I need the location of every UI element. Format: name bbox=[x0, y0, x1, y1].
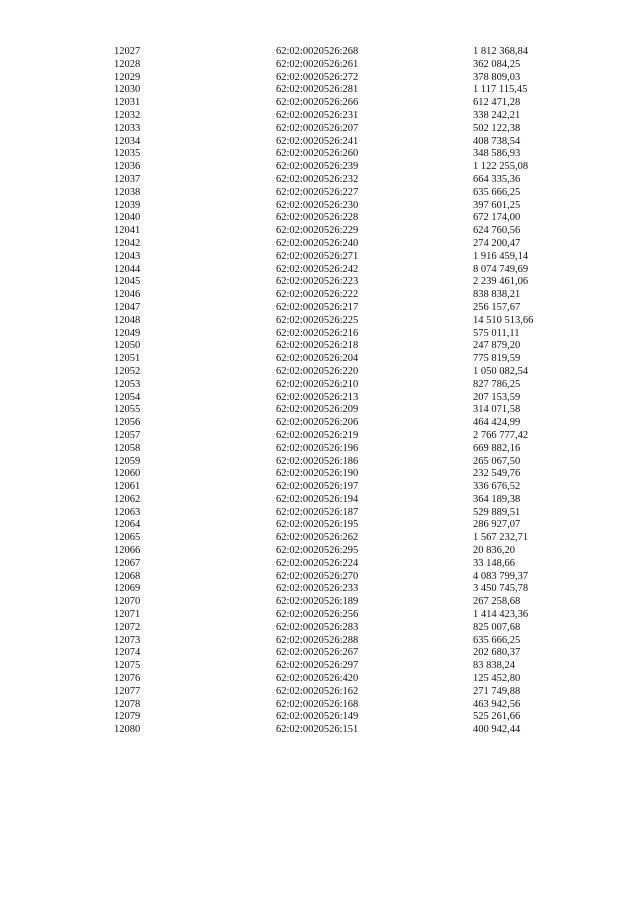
cadastral-number: 62:02:0020526:210 bbox=[276, 378, 359, 390]
cadastral-number: 62:02:0020526:228 bbox=[276, 212, 359, 224]
cadastral-number: 62:02:0020526:218 bbox=[276, 340, 359, 352]
table-row bbox=[114, 289, 574, 302]
cadastral-value: 247 879,20 bbox=[473, 340, 521, 352]
row-number: 12037 bbox=[114, 173, 141, 185]
row-number: 12027 bbox=[114, 46, 141, 57]
table-row bbox=[114, 212, 574, 225]
table-row bbox=[114, 302, 574, 315]
cadastral-value: 348 586,93 bbox=[473, 148, 521, 160]
cadastral-number: 62:02:0020526:223 bbox=[276, 276, 359, 288]
cadastral-number: 62:02:0020526:190 bbox=[276, 468, 359, 480]
cadastral-number: 62:02:0020526:168 bbox=[276, 698, 359, 710]
cadastral-value: 33 148,66 bbox=[473, 557, 515, 569]
table-row bbox=[114, 123, 574, 136]
cadastral-number: 62:02:0020526:162 bbox=[276, 685, 359, 697]
cadastral-value: 825 007,68 bbox=[473, 621, 521, 633]
cadastral-number: 62:02:0020526:272 bbox=[276, 71, 359, 83]
cadastral-number: 62:02:0020526:225 bbox=[276, 314, 359, 326]
row-number: 12036 bbox=[114, 161, 141, 173]
row-number: 12028 bbox=[114, 58, 141, 70]
row-number: 12050 bbox=[114, 340, 141, 352]
row-number: 12048 bbox=[114, 314, 141, 326]
cadastral-value: 827 786,25 bbox=[473, 378, 521, 390]
cadastral-value: 207 153,59 bbox=[473, 391, 521, 403]
cadastral-number: 62:02:0020526:217 bbox=[276, 301, 359, 313]
cadastral-number: 62:02:0020526:224 bbox=[276, 557, 359, 569]
cadastral-number: 62:02:0020526:227 bbox=[276, 186, 359, 198]
cadastral-value: 286 927,07 bbox=[473, 519, 521, 531]
cadastral-value: 336 676,52 bbox=[473, 481, 521, 493]
cadastral-number: 62:02:0020526:239 bbox=[276, 161, 359, 173]
cadastral-value: 669 882,16 bbox=[473, 442, 521, 454]
row-number: 12058 bbox=[114, 442, 141, 454]
cadastral-value: 232 549,76 bbox=[473, 468, 521, 480]
cadastral-number: 62:02:0020526:151 bbox=[276, 724, 359, 736]
cadastral-value: 400 942,44 bbox=[473, 724, 521, 736]
row-number: 12042 bbox=[114, 237, 141, 249]
row-number: 12061 bbox=[114, 481, 141, 493]
table-row bbox=[114, 673, 574, 686]
cadastral-number: 62:02:0020526:268 bbox=[276, 46, 359, 57]
cadastral-number: 62:02:0020526:232 bbox=[276, 173, 359, 185]
row-number: 12044 bbox=[114, 263, 141, 275]
row-number: 12065 bbox=[114, 532, 141, 544]
table-row bbox=[114, 545, 574, 558]
cadastral-number: 62:02:0020526:240 bbox=[276, 237, 359, 249]
cadastral-number: 62:02:0020526:266 bbox=[276, 97, 359, 109]
cadastral-number: 62:02:0020526:267 bbox=[276, 647, 359, 659]
table-row bbox=[114, 686, 574, 699]
table-row bbox=[114, 404, 574, 417]
table-row bbox=[114, 84, 574, 97]
row-number: 12053 bbox=[114, 378, 141, 390]
cadastral-number: 62:02:0020526:262 bbox=[276, 532, 359, 544]
row-number: 12077 bbox=[114, 685, 141, 697]
cadastral-value: 265 067,50 bbox=[473, 455, 521, 467]
row-number: 12078 bbox=[114, 698, 141, 710]
table-row bbox=[114, 46, 574, 59]
table-row bbox=[114, 161, 574, 174]
cadastral-number: 62:02:0020526:281 bbox=[276, 84, 359, 96]
table-row bbox=[114, 276, 574, 289]
cadastral-number: 62:02:0020526:241 bbox=[276, 135, 359, 147]
cadastral-value: 529 889,51 bbox=[473, 506, 521, 518]
cadastral-number: 62:02:0020526:270 bbox=[276, 570, 359, 582]
row-number: 12051 bbox=[114, 353, 141, 365]
table-row bbox=[114, 443, 574, 456]
cadastral-number: 62:02:0020526:260 bbox=[276, 148, 359, 160]
table-row bbox=[114, 251, 574, 264]
row-number: 12059 bbox=[114, 455, 141, 467]
cadastral-number: 62:02:0020526:196 bbox=[276, 442, 359, 454]
table-row bbox=[114, 72, 574, 85]
table-row bbox=[114, 148, 574, 161]
cadastral-number: 62:02:0020526:220 bbox=[276, 365, 359, 377]
cadastral-value: 525 261,66 bbox=[473, 711, 521, 723]
cadastral-number: 62:02:0020526:187 bbox=[276, 506, 359, 518]
cadastral-number: 62:02:0020526:229 bbox=[276, 225, 359, 237]
cadastral-value: 775 819,59 bbox=[473, 353, 521, 365]
table-row bbox=[114, 724, 574, 737]
cadastral-number: 62:02:0020526:271 bbox=[276, 250, 359, 262]
table-row bbox=[114, 456, 574, 469]
cadastral-value: 2 239 461,06 bbox=[473, 276, 529, 288]
table-row bbox=[114, 353, 574, 366]
row-number: 12049 bbox=[114, 327, 141, 339]
table-row bbox=[114, 430, 574, 443]
cadastral-value: 635 666,25 bbox=[473, 634, 521, 646]
cadastral-number: 62:02:0020526:295 bbox=[276, 545, 359, 557]
row-number: 12035 bbox=[114, 148, 141, 160]
cadastral-value: 612 471,28 bbox=[473, 97, 521, 109]
cadastral-number: 62:02:0020526:230 bbox=[276, 199, 359, 211]
row-number: 12031 bbox=[114, 97, 141, 109]
table-row bbox=[114, 315, 574, 328]
table-row bbox=[114, 392, 574, 405]
cadastral-number: 62:02:0020526:233 bbox=[276, 583, 359, 595]
cadastral-number: 62:02:0020526:219 bbox=[276, 429, 359, 441]
cadastral-value: 83 838,24 bbox=[473, 660, 515, 672]
cadastral-value: 1 117 115,45 bbox=[473, 84, 528, 96]
row-number: 12066 bbox=[114, 545, 141, 557]
table-row bbox=[114, 699, 574, 712]
cadastral-value: 1 567 232,71 bbox=[473, 532, 529, 544]
cadastral-number: 62:02:0020526:256 bbox=[276, 609, 359, 621]
cadastral-value: 397 601,25 bbox=[473, 199, 521, 211]
row-number: 12068 bbox=[114, 570, 141, 582]
cadastral-number: 62:02:0020526:204 bbox=[276, 353, 359, 365]
cadastral-value: 256 157,67 bbox=[473, 301, 521, 313]
cadastral-value: 672 174,00 bbox=[473, 212, 521, 224]
row-number: 12063 bbox=[114, 506, 141, 518]
cadastral-value: 202 680,37 bbox=[473, 647, 521, 659]
table-row bbox=[114, 519, 574, 532]
row-number: 12062 bbox=[114, 493, 141, 505]
row-number: 12079 bbox=[114, 711, 141, 723]
cadastral-value: 20 836,20 bbox=[473, 545, 515, 557]
cadastral-value: 271 749,88 bbox=[473, 685, 521, 697]
table-row bbox=[114, 507, 574, 520]
table-row bbox=[114, 328, 574, 341]
cadastral-value: 624 760,56 bbox=[473, 225, 521, 237]
row-number: 12069 bbox=[114, 583, 141, 595]
cadastral-number: 62:02:0020526:242 bbox=[276, 263, 359, 275]
cadastral-number: 62:02:0020526:213 bbox=[276, 391, 359, 403]
row-number: 12043 bbox=[114, 250, 141, 262]
table-row bbox=[114, 494, 574, 507]
cadastral-number: 62:02:0020526:420 bbox=[276, 673, 359, 685]
row-number: 12073 bbox=[114, 634, 141, 646]
cadastral-value: 14 510 513,66 bbox=[473, 314, 534, 326]
table-row bbox=[114, 379, 574, 392]
table-row bbox=[114, 238, 574, 251]
table-row bbox=[114, 558, 574, 571]
cadastral-number: 62:02:0020526:206 bbox=[276, 417, 359, 429]
table-row bbox=[114, 711, 574, 724]
table-row bbox=[114, 97, 574, 110]
cadastral-value: 1 812 368,84 bbox=[473, 46, 529, 57]
cadastral-number: 62:02:0020526:194 bbox=[276, 493, 359, 505]
table-row bbox=[114, 200, 574, 213]
cadastral-value: 838 838,21 bbox=[473, 289, 521, 301]
cadastral-value: 125 452,80 bbox=[473, 673, 521, 685]
cadastral-value: 274 200,47 bbox=[473, 237, 521, 249]
table-row bbox=[114, 468, 574, 481]
cadastral-value: 575 011,11 bbox=[473, 327, 520, 339]
cadastral-value: 1 050 082,54 bbox=[473, 365, 529, 377]
table-row bbox=[114, 583, 574, 596]
table-row bbox=[114, 635, 574, 648]
table-row bbox=[114, 174, 574, 187]
table-row bbox=[114, 660, 574, 673]
table-row bbox=[114, 532, 574, 545]
table-row bbox=[114, 596, 574, 609]
table-row bbox=[114, 366, 574, 379]
cadastral-value: 338 242,21 bbox=[473, 109, 521, 121]
row-number: 12033 bbox=[114, 122, 141, 134]
cadastral-number: 62:02:0020526:197 bbox=[276, 481, 359, 493]
cadastral-number: 62:02:0020526:186 bbox=[276, 455, 359, 467]
row-number: 12030 bbox=[114, 84, 141, 96]
cadastral-value: 635 666,25 bbox=[473, 186, 521, 198]
table-row bbox=[114, 110, 574, 123]
table-row bbox=[114, 340, 574, 353]
cadastral-number: 62:02:0020526:261 bbox=[276, 58, 359, 70]
row-number: 12034 bbox=[114, 135, 141, 147]
row-number: 12072 bbox=[114, 621, 141, 633]
cadastral-value: 267 258,68 bbox=[473, 596, 521, 608]
cadastral-value: 1 414 423,36 bbox=[473, 609, 529, 621]
cadastral-value: 3 450 745,78 bbox=[473, 583, 529, 595]
row-number: 12060 bbox=[114, 468, 141, 480]
table-row bbox=[114, 187, 574, 200]
cadastral-value: 314 071,58 bbox=[473, 404, 521, 416]
table-row bbox=[114, 647, 574, 660]
cadastral-value-table bbox=[114, 46, 574, 737]
cadastral-number: 62:02:0020526:216 bbox=[276, 327, 359, 339]
row-number: 12032 bbox=[114, 109, 141, 121]
cadastral-value: 464 424,99 bbox=[473, 417, 521, 429]
cadastral-value: 8 074 749,69 bbox=[473, 263, 529, 275]
row-number: 12046 bbox=[114, 289, 141, 301]
cadastral-number: 62:02:0020526:222 bbox=[276, 289, 359, 301]
table-row bbox=[114, 225, 574, 238]
row-number: 12067 bbox=[114, 557, 141, 569]
table-row bbox=[114, 622, 574, 635]
cadastral-value: 378 809,03 bbox=[473, 71, 521, 83]
row-number: 12076 bbox=[114, 673, 141, 685]
cadastral-value: 362 084,25 bbox=[473, 58, 521, 70]
table-row bbox=[114, 609, 574, 622]
cadastral-value: 408 738,54 bbox=[473, 135, 521, 147]
cadastral-value: 463 942,56 bbox=[473, 698, 521, 710]
table-row bbox=[114, 417, 574, 430]
table-row bbox=[114, 136, 574, 149]
row-number: 12041 bbox=[114, 225, 141, 237]
row-number: 12064 bbox=[114, 519, 141, 531]
cadastral-value: 502 122,38 bbox=[473, 122, 521, 134]
row-number: 12047 bbox=[114, 301, 141, 313]
row-number: 12029 bbox=[114, 71, 141, 83]
cadastral-value: 1 916 459,14 bbox=[473, 250, 529, 262]
row-number: 12071 bbox=[114, 609, 141, 621]
row-number: 12045 bbox=[114, 276, 141, 288]
cadastral-value: 4 083 799,37 bbox=[473, 570, 529, 582]
cadastral-number: 62:02:0020526:231 bbox=[276, 109, 359, 121]
table-row bbox=[114, 481, 574, 494]
cadastral-number: 62:02:0020526:209 bbox=[276, 404, 359, 416]
row-number: 12056 bbox=[114, 417, 141, 429]
row-number: 12040 bbox=[114, 212, 141, 224]
row-number: 12074 bbox=[114, 647, 141, 659]
cadastral-number: 62:02:0020526:195 bbox=[276, 519, 359, 531]
cadastral-number: 62:02:0020526:189 bbox=[276, 596, 359, 608]
row-number: 12038 bbox=[114, 186, 141, 198]
row-number: 12070 bbox=[114, 596, 141, 608]
cadastral-number: 62:02:0020526:297 bbox=[276, 660, 359, 672]
table-row bbox=[114, 59, 574, 72]
cadastral-value: 1 122 255,08 bbox=[473, 161, 529, 173]
cadastral-number: 62:02:0020526:149 bbox=[276, 711, 359, 723]
cadastral-number: 62:02:0020526:288 bbox=[276, 634, 359, 646]
row-number: 12057 bbox=[114, 429, 141, 441]
row-number: 12080 bbox=[114, 724, 141, 736]
cadastral-number: 62:02:0020526:283 bbox=[276, 621, 359, 633]
cadastral-value: 2 766 777,42 bbox=[473, 429, 529, 441]
row-number: 12055 bbox=[114, 404, 141, 416]
row-number: 12075 bbox=[114, 660, 141, 672]
row-number: 12039 bbox=[114, 199, 141, 211]
table-row bbox=[114, 264, 574, 277]
cadastral-value: 364 189,38 bbox=[473, 493, 521, 505]
table-row bbox=[114, 571, 574, 584]
cadastral-number: 62:02:0020526:207 bbox=[276, 122, 359, 134]
cadastral-value: 664 335,36 bbox=[473, 173, 521, 185]
row-number: 12052 bbox=[114, 365, 141, 377]
row-number: 12054 bbox=[114, 391, 141, 403]
